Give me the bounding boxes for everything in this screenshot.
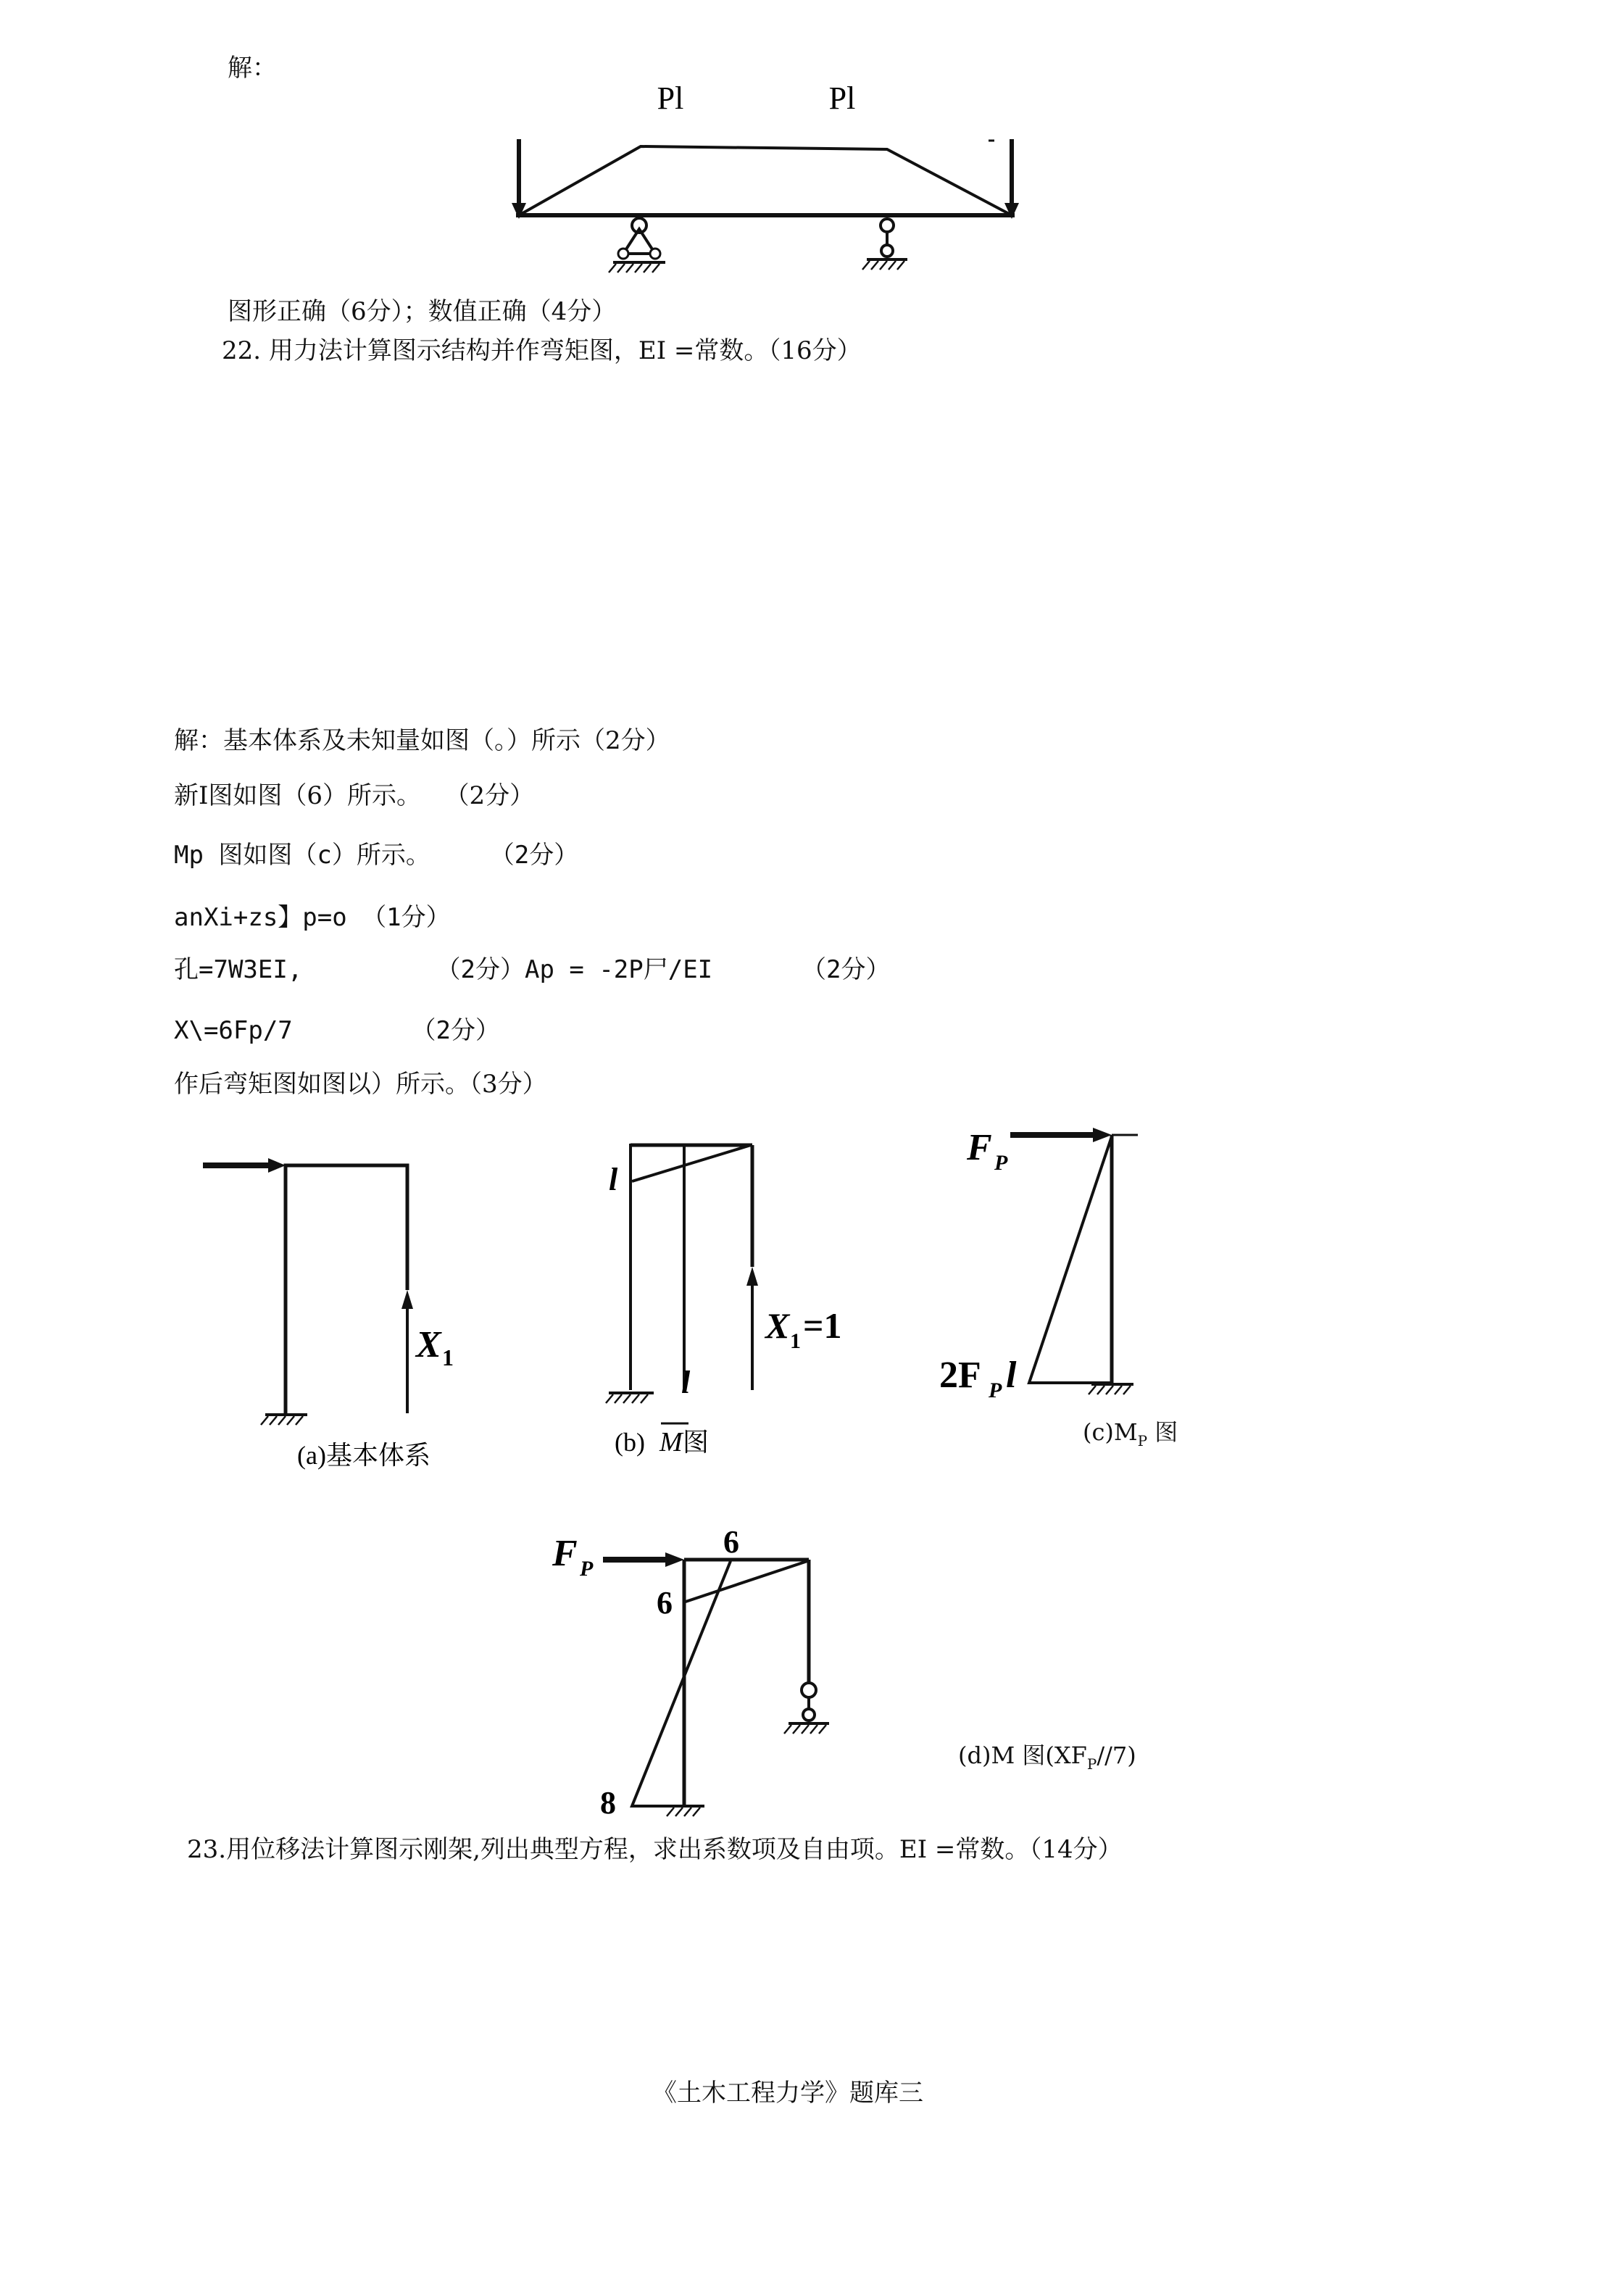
figure-b-unknown: X: [765, 1305, 790, 1346]
figure-b-caption-symbol: M: [660, 1427, 683, 1457]
figure-b-unknown-sub: 1: [790, 1329, 801, 1353]
beam-moment-diagram: [507, 72, 1029, 275]
pin-support-icon: [609, 218, 665, 273]
question-23: 23.用位移法计算图示刚架,列出典型方程，求出系数项及自由项。EI =常数。（14分）: [187, 1835, 1123, 1864]
figure-d-caption: (d)M 图$(XF_P//7)$: [958, 1742, 1136, 1773]
figure-c-load-moment: [928, 1115, 1232, 1463]
figure-c-bottom-l: l: [1006, 1355, 1017, 1396]
solution-line-6: X\=6Fp/7 （2分）: [174, 1016, 500, 1045]
figure-d-left-value: 6: [657, 1585, 673, 1621]
figure-d-bottom-value: 8: [600, 1785, 616, 1821]
footer-title: 《土木工程力学》题库三: [652, 2079, 923, 2108]
figure-a-basic-system: [196, 1145, 507, 1486]
solution-line-4: anXi+zs】p=o （1分）: [174, 903, 451, 932]
figure-a-unknown: X: [416, 1324, 441, 1365]
figure-c-bottom-sub: P: [989, 1378, 1002, 1402]
solution-line-7: 作后弯矩图如图以）所示。（3分）: [174, 1070, 547, 1099]
figure-c-bottom-coef: 2F: [939, 1355, 981, 1396]
figure-d-load-sub: P: [580, 1557, 594, 1581]
solution-line-1: 解：基本体系及未知量如图（。）所示（2分）: [174, 726, 670, 755]
figure-c-load: F: [967, 1127, 992, 1168]
figure-d-top-value: 6: [723, 1524, 739, 1560]
solution-label: 解：: [228, 54, 277, 83]
figure-d-load: F: [552, 1533, 578, 1574]
figure-c-caption: $(c)M_P$ 图: [1083, 1418, 1178, 1449]
figure-b-caption-prefix: (b): [615, 1428, 645, 1457]
beam-label-left: Pl: [657, 80, 684, 116]
figure-b-caption-suffix: 图: [683, 1428, 710, 1457]
figure-a-caption: (a)基本体系: [297, 1441, 430, 1470]
question-22: 22. 用力法计算图示结构并作弯矩图，EI =常数。（16分）: [222, 336, 862, 365]
solution-line-2: 新I图如图（6）所示。 （2分）: [174, 781, 535, 810]
figure-a-unknown-sub: 1: [442, 1344, 454, 1370]
solution-line-3: Mp 图如图（c）所示。 （2分）: [174, 841, 579, 870]
beam-label-right: Pl: [828, 80, 856, 116]
figure-b-unknown-value: =1: [803, 1305, 842, 1346]
figure-b-l-bottom: l: [681, 1365, 691, 1400]
figure-c-load-sub: P: [994, 1151, 1008, 1175]
roller-support-icon: [862, 219, 907, 270]
figure-b-l-top: l: [609, 1162, 618, 1197]
figure-d-final-moment: [544, 1522, 848, 1826]
roller-support-icon: [784, 1683, 829, 1734]
figure-b-unit-moment: [594, 1138, 899, 1486]
solution-line-5: 孔=7W3EI, （2分）Ap = -2P尸/EI （2分）: [174, 955, 891, 984]
grading-note: 图形正确（6分）；数值正确（4分）: [228, 297, 617, 326]
